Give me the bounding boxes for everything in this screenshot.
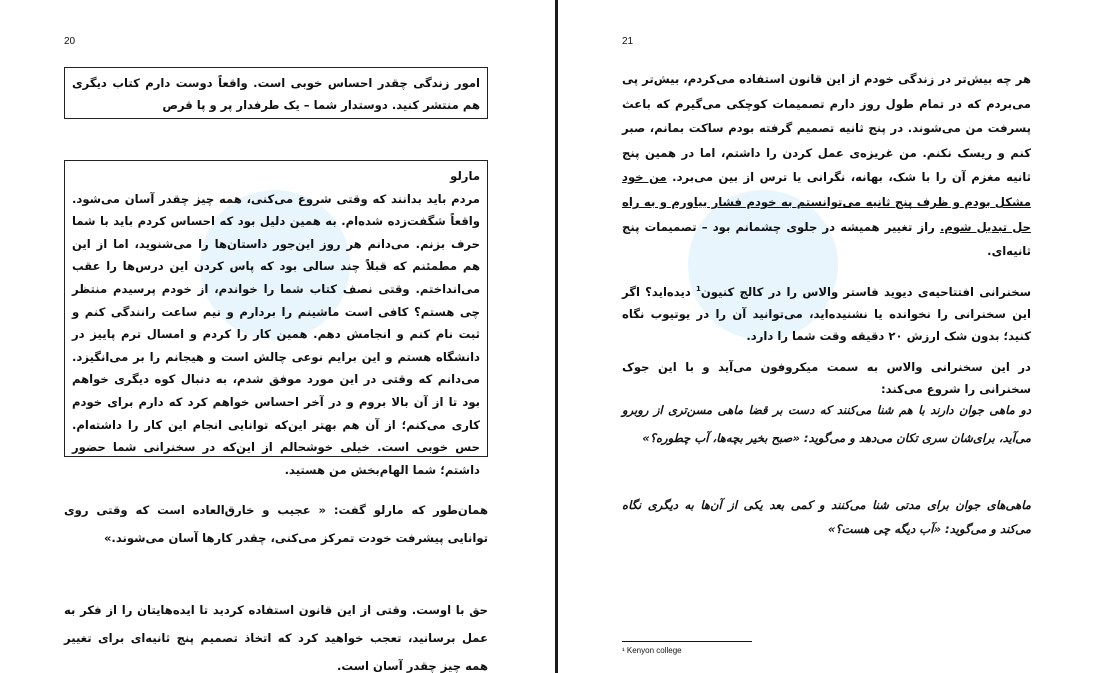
paragraph-conclusion: حق با اوست. وقتی از این قانون استفاده کردید تا ایده‌هایتان را از فکر به عمل برسانید، تعجب خواهید کرد که اتخاذ تصمیم پنج ثانیه‌ای برای تغییر همه چیز چقدر آسان است.: [64, 603, 488, 673]
testimonial-box-top: [64, 67, 488, 119]
paragraph-five-seconds-end: راز تغییر همیشه در جلوی چشمانم بود – تصمیمات پنج ثانیه‌ای.: [622, 219, 1031, 259]
paragraph-speech-start: سخنرانی افتتاحیه‌ی دیوید فاستر والاس را در کالج کنیون: [700, 284, 1031, 299]
testimonial-heading: مارلو: [450, 169, 480, 183]
paragraph-joke-part2: ماهی‌های جوان برای مدتی شنا می‌کنند و کمی بعد یکی از آن‌ها به دیگری نگاه می‌کند و می‌گوید: «آب دیگه چی هست؟»: [622, 498, 1031, 536]
underlined-sentence: من خود مشکل بودم و ظرف پنج ثانیه می‌توانستم به خودم فشار بیاورم و به راه حل تبدیل شوم.: [622, 170, 1031, 234]
paragraph-quote: همان‌طور که مارلو گفت: « عجیب و خارق‌العاده است که وقتی روی توانایی پیشرفت خودت تمرکز می‌کنی، چقدر کارها آسان می‌شوند.»: [64, 503, 488, 545]
testimonial-body: مردم باید بدانند که وقتی شروع می‌کنی، همه چیز چقدر آسان می‌شود. واقعاً شگفت‌زده شده‌ام. به همین دلیل بود که احساس کردم باید با شما حرف بزنم. می‌دانم هر روز این‌جور داستان‌ها را می‌شنوید، اما از این هم مطمئنم که قبلاً چند سالی بود که پاس کردن این درس‌ها را عقب می‌انداختم. وقتی نصف کتاب شما را خواندم، از خودم پرسیدم منتظر چی هستم؟ کافی است ماشینم را بردارم و نیم ساعت رانندگی کنم و ثبت نام کنم و انجامش دهم. همین کار را کردم و امسال ترم پاییز در دانشگاه هستم و این برایم نوعی چالش است و هیجانم را بر می‌انگیزد. می‌دانم که وقتی در این مورد موفق شدم، به دنبال کوه دیگری خواهم بود تا از آن بالا بروم و در آخر احساس خواهم کرد که دارم برای خودم کاری می‌کنم؛ از آن هم بهتر این‌که توانایی انجام این کار را داشته‌ام. حس خوبی است. خیلی خوشحالم از این‌که در سخنرانی شما حضور داشتم؛ شما الهام‌بخش من هستید.: [72, 191, 480, 477]
testimonial-box-marlow: [64, 160, 488, 477]
page-number-right: 21: [622, 36, 634, 47]
page-number-left: 20: [64, 36, 76, 47]
paragraph-five-seconds-start: هر چه بیش‌تر در زندگی خودم از این قانون استفاده می‌کردم، بیش‌تر پی می‌بردم که در تمام طول روز دارم تصمیمات کوچکی می‌گیرم که باعث پسرفت من می‌شوند. در پنج ثانیه تصمیم گرفته بودم ساکت بمانم، صبر کنم و ریسک نکنم. من غریزه‌ی عمل کردن را داشتم، اما در همین پنج ثانیه مغزم آن را با شک، بهانه، نگرانی یا ترس از بین می‌برد.: [622, 72, 1031, 185]
right-page: [558, 0, 1097, 673]
footnote: ¹ Kenyon college: [622, 646, 682, 655]
paragraph-five-seconds: [622, 67, 1031, 264]
paragraph-speech-end: دیده‌اید؟ اگر این سخنرانی را نخوانده یا نشنیده‌اید، می‌توانید آن را در یوتیوب نگاه کنید؛ بدون شک ارزش ۲۰ دقیقه وقت شما را دارد.: [622, 284, 1031, 343]
footnote-separator: [622, 641, 752, 642]
paragraph-joke-part1: دو ماهی جوان دارند با هم شنا می‌کنند که دست بر قضا ماهی مسن‌تری از روبرو می‌آید، برای‌شان سری تکان می‌دهد و می‌گوید: «صبح بخیر بچه‌ها، آب چطوره؟»: [622, 403, 1031, 445]
footnote-mark: 1: [696, 285, 701, 293]
testimonial-text-top: امور زندگی چقدر احساس خوبی است. واقعاً دوست دارم کتاب دیگری هم منتشر کنید. دوستدار شما – یک طرفدار پر و پا قرص: [72, 76, 480, 112]
paragraph-speech: [622, 278, 1031, 347]
paragraph-joke-intro: در این سخنرانی والاس به سمت میکروفون می‌آید و با این جوک سخنرانی را شروع می‌کند:: [622, 360, 1031, 396]
